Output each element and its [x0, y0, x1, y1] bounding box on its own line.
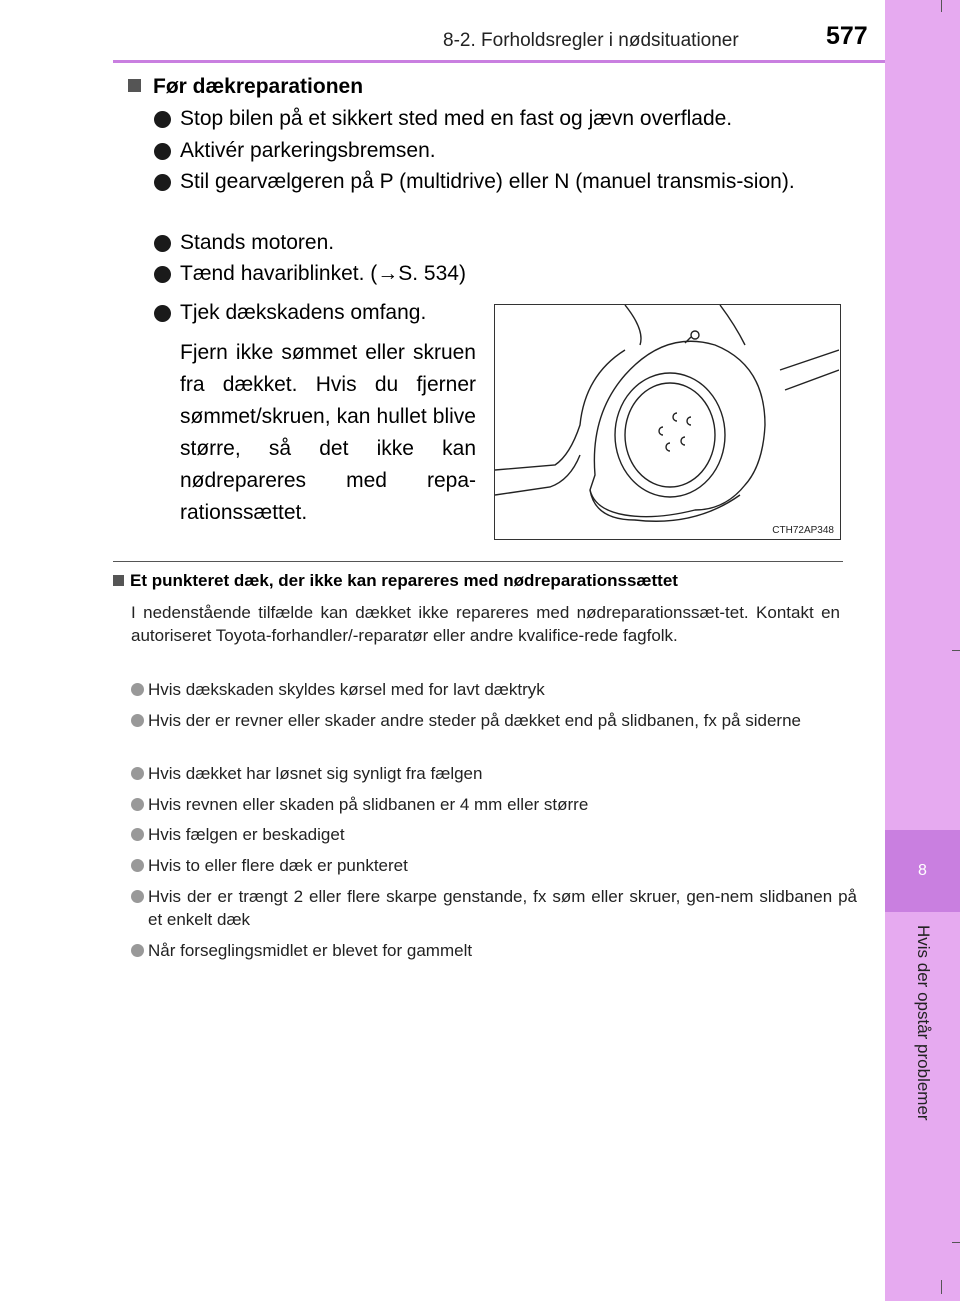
- bullet-icon: [131, 767, 144, 780]
- section-title: Før dækreparationen: [128, 75, 363, 99]
- bullet-icon: [154, 174, 171, 191]
- chapter-label: Hvis der opstår problemer: [914, 925, 933, 1121]
- figure-code: CTH72AP348: [772, 525, 834, 536]
- list-item: Tænd havariblinket. (→S. 534): [154, 259, 866, 289]
- list-item: Når forseglingsmidlet er blevet for gammelt: [131, 939, 857, 962]
- list-item: Aktivér parkeringsbremsen.: [154, 136, 866, 166]
- bullet-icon: [154, 305, 171, 322]
- bullet-icon: [154, 143, 171, 160]
- tire-illustration: [494, 304, 841, 540]
- list-item: Hvis dækket har løsnet sig synligt fra fælgen: [131, 762, 857, 785]
- list-item: Hvis der er revner eller skader andre steder på dækket end på slidbanen, fx på siderne: [131, 709, 857, 732]
- bullet-icon: [131, 683, 144, 696]
- subsection-intro: I nedenstående tilfælde kan dækket ikke repareres med nødreparationssæt-tet. Kontakt en autoriseret Toyota-forhandler/-reparatør eller andre kvalifice-rede fagfolk.: [131, 603, 840, 645]
- list-item: Stands motoren.: [154, 228, 866, 258]
- bullet-icon: [131, 828, 144, 841]
- list-item: Hvis to eller flere dæk er punkteret: [131, 854, 857, 877]
- page-number: 577: [826, 22, 868, 50]
- list-item: Stil gearvælgeren på P (multidrive) eller N (manuel transmis-sion).: [154, 167, 866, 197]
- flat-tire-icon: [495, 305, 839, 538]
- warning-paragraph: Fjern ikke sømmet eller skruen fra dækket. Hvis du fjerner sømmet/skruen, kan hullet blive større, så det ikke kan nødrepareres med repa-rationssættet.: [180, 341, 476, 524]
- bullet-icon: [131, 798, 144, 811]
- list-item: Tjek dækskadens omfang.: [154, 298, 476, 328]
- crop-mark: [952, 1242, 960, 1243]
- bullet-icon: [154, 235, 171, 252]
- list-item: Hvis revnen eller skaden på slidbanen er 4 mm eller større: [131, 793, 857, 816]
- square-bullet-icon: [128, 79, 141, 92]
- list-item: Hvis dækskaden skyldes kørsel med for lavt dæktryk: [131, 678, 857, 701]
- crop-mark: [941, 1280, 942, 1294]
- list-item: Hvis der er trængt 2 eller flere skarpe genstande, fx søm eller skruer, gen-nem slidbanen på et enkelt dæk: [131, 885, 857, 931]
- crop-mark: [952, 650, 960, 651]
- bullet-icon: [131, 859, 144, 872]
- section-header: 8-2. Forholdsregler i nødsituationer: [443, 30, 739, 51]
- crop-mark: [941, 0, 942, 12]
- subsection-title: Et punkteret dæk, der ikke kan repareres med nødreparationssættet: [113, 571, 678, 591]
- bullet-icon: [131, 890, 144, 903]
- list-item: Stop bilen på et sikkert sted med en fast og jævn overflade.: [154, 104, 866, 134]
- bullet-icon: [131, 714, 144, 727]
- bullet-icon: [154, 111, 171, 128]
- square-bullet-icon: [113, 575, 124, 586]
- list-item: Hvis fælgen er beskadiget: [131, 823, 857, 846]
- header-rule: [113, 60, 885, 63]
- bullet-icon: [131, 944, 144, 957]
- chapter-number: 8: [885, 830, 960, 912]
- section-divider: [113, 561, 843, 562]
- bullet-icon: [154, 266, 171, 283]
